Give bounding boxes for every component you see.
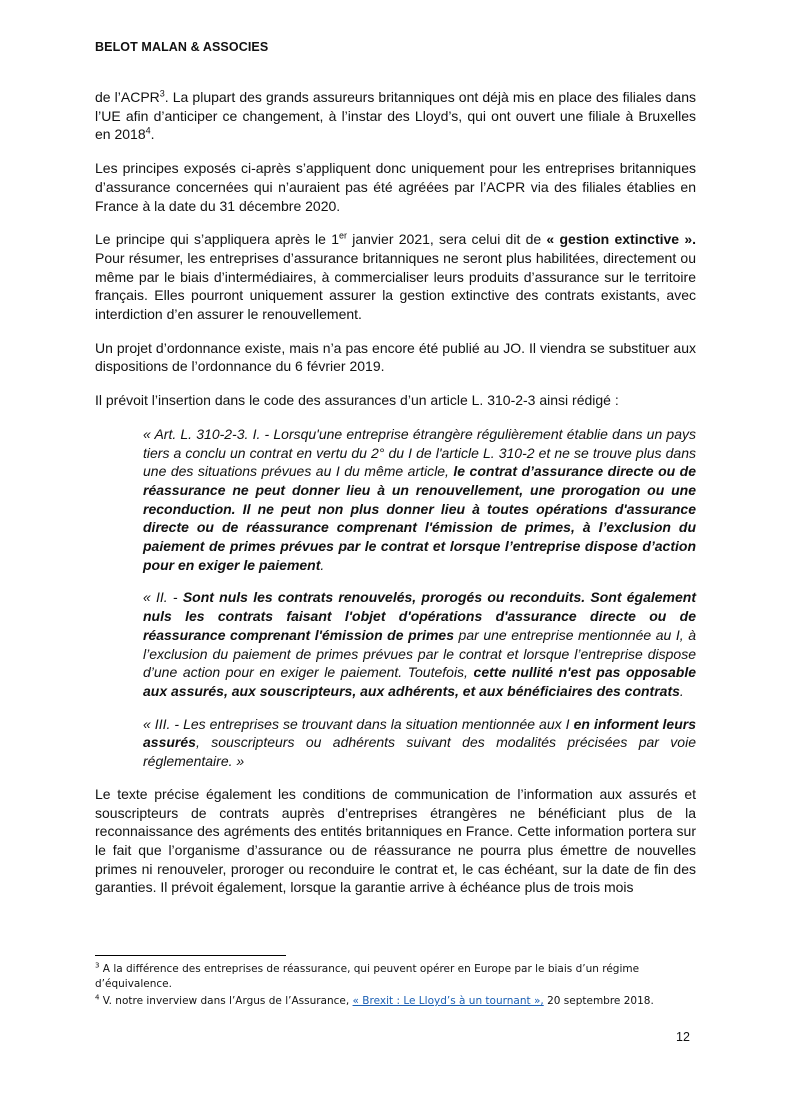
paragraph-information-conditions: Le texte précise également les conditions de communication de l’information aux assurés et souscripteurs de contrats auprès d’entreprises étrangères ne bénéficiant plus de la reconnaissance des agréments des entités britanniques en France. Cette information portera sur le fait que l’organisme d’assurance ou de réassurance ne pourra plus émettre de nouvelles primes ni renouveler, proroger ou reconduire le contrat et, le cas échéant, sur la date de fin des garanties. Il prévoit également, lorsque la garantie arrive à échéance plus de trois mois [95,785,696,896]
quote-article-III: « III. - Les entreprises se trouvant dans la situation mentionnée aux I en informent leurs assurés, souscripteurs ou adhérents suivant des modalités précisées par voie réglementaire. » [143,715,696,770]
footnote-ref-3[interactable]: 3 [159,88,165,99]
quote-article-II: « II. - Sont nuls les contrats renouvelés, prorogés ou reconduits. Sont également nuls les contrats faisant l'objet d'opérations d'assurance directe ou de réassurance comprenant l'émission de primes par une entreprise mentionnée au I, à l’exclusion du paiement de primes prévues par le contrat et lorsque l’entreprise dispose d’une action pour en exiger le paiement. Toutefois, cette nullité n'est pas opposable aux assurés, aux souscripteurs, aux adhérents, et aux bénéficiaires des contrats. [143,589,696,699]
footnote-divider [95,955,286,956]
brexit-lloyds-article-link[interactable]: « Brexit : Le Lloyd’s à un tournant », [352,995,544,1007]
page-number: 12 [676,1030,690,1044]
firm-header: BELOT MALAN & ASSOCIES [95,40,269,54]
footnote-ref-4[interactable]: 4 [145,125,151,136]
gestion-extinctive-term: « gestion extinctive ». [546,231,696,248]
paragraph-article-insertion: Il prévoit l’insertion dans le code des assurances d’un article L. 310-2-3 ainsi rédigé : [95,392,619,409]
footnote-4: $^4$ V. notre inverview dans l’Argus de l’Assurance, « Brexit : Le Lloyd’s à un tournant », 20 septembre 2018. [95,993,654,1007]
footnotes [95,962,696,1011]
paragraph-principles: Les principes exposés ci-après s’appliquent donc uniquement pour les entreprises britanniques d’assurance concernées qui n’auraient pas été agréées par l’ACPR via des filiales établies en France à la date du 31 décembre 2020. [95,160,696,214]
paragraph-gestion-extinctive: Le principe qui s’appliquera après le 1er janvier 2021, sera celui dit de « gestion extinctive ». Pour résumer, les entreprises d’assurance britanniques ne seront plus habilitées, directement ou même par le biais d’intermédiaires, à commercialiser leurs produits d’assurance sur le territoire français. Elles pourront uniquement assurer la gestion extinctive des contrats existants, avec interdiction d’en assurer le renouvellement. [95,230,696,323]
document-body [95,88,696,912]
quote-article-I: « Art. L. 310-2-3. I. - Lorsqu'une entreprise étrangère régulièrement établie dans un pays tiers a conclu un contrat en vertu du 2° du I de l'article L. 310-2 et ne se trouve plus dans une des situations prévues au I du même article, le contrat d’assurance directe ou de réassurance ne peut donner lieu à un renouvellement, une prorogation ou une reconduction. Il ne peut non plus donner lieu à toutes opérations d'assurance directe ou de réassurance comprenant l'émission de primes, à l’exclusion du paiement de primes prévues par le contrat et lorsque l’entreprise dispose d’action pour en exiger le paiement. [143,425,696,573]
paragraph-acpr-subsidiaries: de l’ACPR$^3$. La plupart des grands assureurs britanniques ont déjà mis en place des filiales dans l’UE afin d’anticiper ce changement, à l’instar des Lloyd’s, qui ont ouvert une filiale à Bruxelles en 2018$^4$. [95,88,696,143]
footnote-3: $^3$ A la différence des entreprises de réassurance, qui peuvent opérer en Europe par le biais d’un régime d’équivalence. [95,961,640,990]
paragraph-ordonnance-project: Un projet d’ordonnance existe, mais n’a pas encore été publié au JO. Il viendra se substituer aux dispositions de l’ordonnance du 6 février 2019. [95,339,696,375]
